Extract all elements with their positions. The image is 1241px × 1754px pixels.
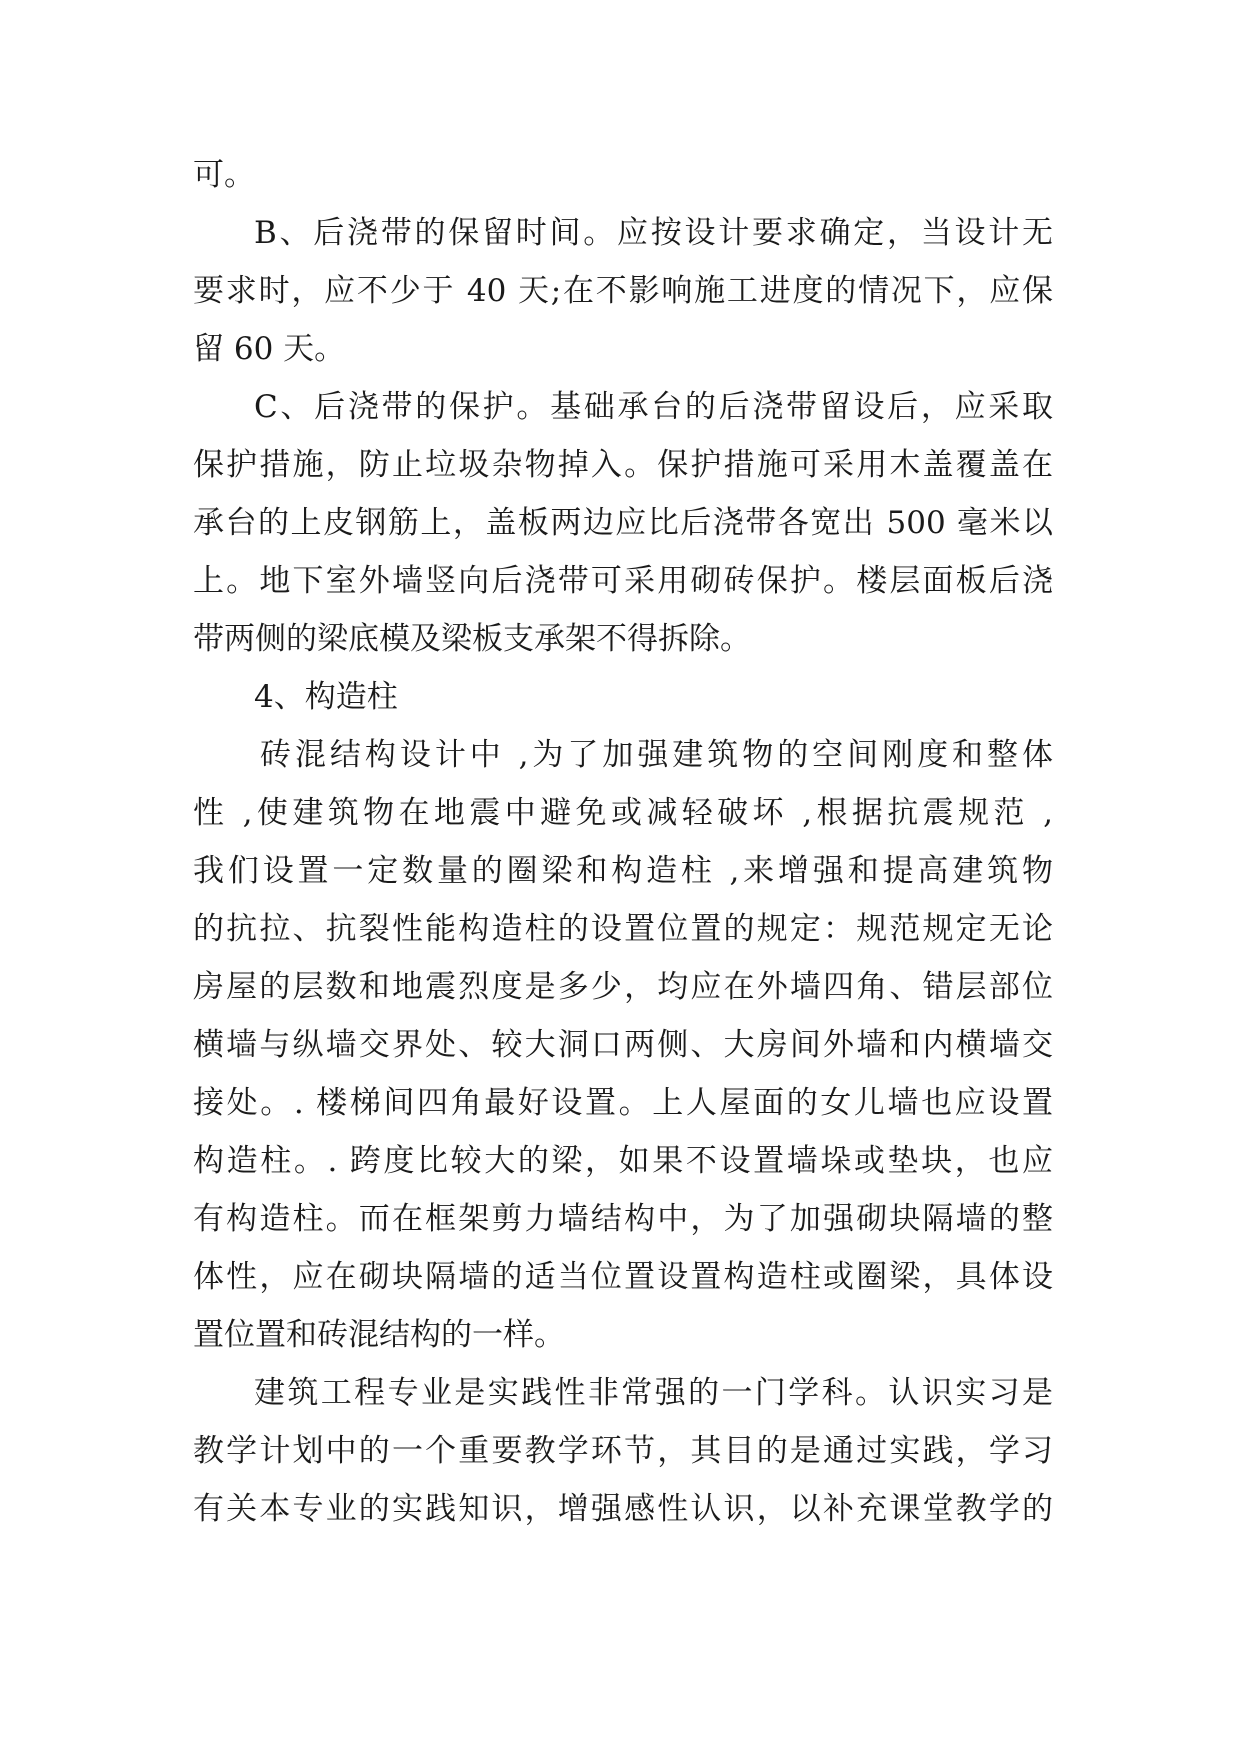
text-line: 置位置和砖混结构的一样。	[193, 1317, 565, 1353]
text-line: 可。	[193, 157, 255, 193]
text-line: 承台的上皮钢筋上，盖板两边应比后浇带各宽出 500 毫米以	[193, 505, 1053, 541]
text-line: 要求时，应不少于 40 天;在不影响施工进度的情况下，应保	[193, 273, 1053, 309]
text-line: 砖混结构设计中 ,为了加强建筑物的空间刚度和整体	[260, 737, 1053, 773]
text-line: 接处。. 楼梯间四角最好设置。上人屋面的女儿墙也应设置	[193, 1085, 1053, 1121]
text-line: 带两侧的梁底模及梁板支承架不得拆除。	[193, 621, 751, 657]
text-line: 房屋的层数和地震烈度是多少，均应在外墙四角、错层部位	[193, 969, 1053, 1005]
text-line: 留 60 天。	[193, 331, 346, 367]
text-line: 4、构造柱	[254, 679, 398, 715]
text-line: 体性，应在砌块隔墙的适当位置设置构造柱或圈梁，具体设	[193, 1259, 1053, 1295]
text-line: 性 ,使建筑物在地震中避免或减轻破坏 ,根据抗震规范 ,	[193, 795, 1053, 831]
text-line: 构造柱。. 跨度比较大的梁，如果不设置墙垛或垫块，也应	[193, 1143, 1053, 1179]
text-line: C、后浇带的保护。基础承台的后浇带留设后，应采取	[254, 389, 1053, 425]
text-line: 我们设置一定数量的圈梁和构造柱 ,来增强和提高建筑物	[193, 853, 1053, 889]
text-line: 上。地下室外墙竖向后浇带可采用砌砖保护。楼层面板后浇	[193, 563, 1053, 599]
text-line: 保护措施，防止垃圾杂物掉入。保护措施可采用木盖覆盖在	[193, 447, 1053, 483]
text-line: 有关本专业的实践知识，增强感性认识，以补充课堂教学的	[193, 1491, 1053, 1527]
text-line: 教学计划中的一个重要教学环节，其目的是通过实践，学习	[193, 1433, 1053, 1469]
text-line: 有构造柱。而在框架剪力墙结构中，为了加强砌块隔墙的整	[193, 1201, 1053, 1237]
text-line: B、后浇带的保留时间。应按设计要求确定，当设计无	[254, 215, 1053, 251]
text-line: 的抗拉、抗裂性能构造柱的设置位置的规定：规范规定无论	[193, 911, 1053, 947]
text-line: 横墙与纵墙交界处、较大洞口两侧、大房间外墙和内横墙交	[193, 1027, 1053, 1063]
text-line: 建筑工程专业是实践性非常强的一门学科。认识实习是	[254, 1375, 1053, 1411]
